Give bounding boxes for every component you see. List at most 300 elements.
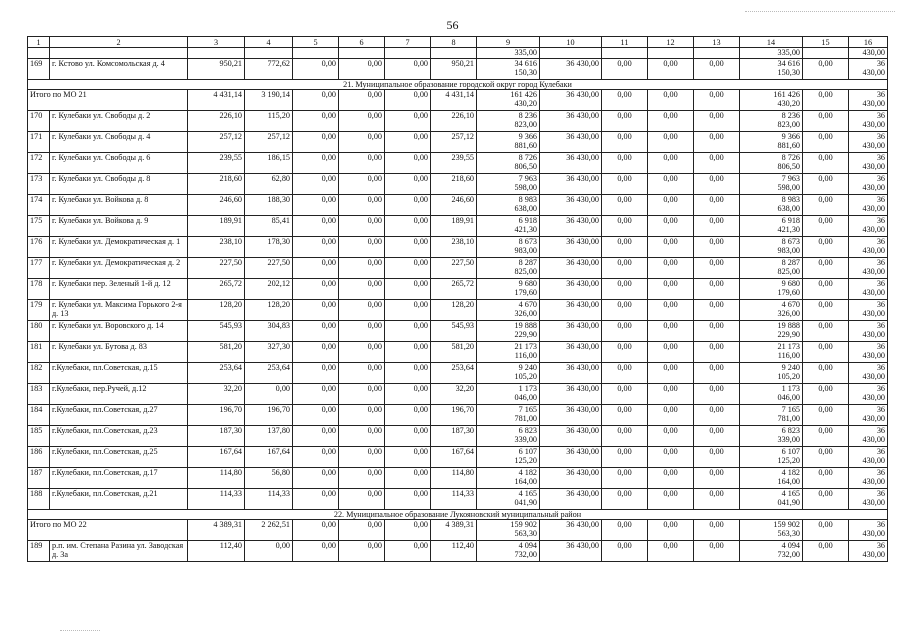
- cell: 0,00: [293, 258, 339, 279]
- cell: 36 430,00: [540, 468, 602, 489]
- cell: 0,00: [694, 321, 740, 342]
- cell: 128,20: [188, 300, 245, 321]
- cell: 0,00: [803, 541, 849, 562]
- cell: 0,00: [648, 520, 694, 541]
- cell: 36 430,00: [540, 489, 602, 510]
- cell: 179: [28, 300, 50, 321]
- cell: 167,64: [245, 447, 293, 468]
- cell: 189,91: [431, 216, 477, 237]
- header-cell: 4: [245, 37, 293, 48]
- cell: 4 389,31: [188, 520, 245, 541]
- cell: 4 670 326,00: [477, 300, 540, 321]
- address-cell: г. Кулебаки ул. Бутова д. 83: [50, 342, 188, 363]
- cell: 0,00: [694, 541, 740, 562]
- cell: 950,21: [431, 59, 477, 80]
- address-cell: г. Кулебаки ул. Свободы д. 2: [50, 111, 188, 132]
- cell: 327,30: [245, 342, 293, 363]
- cell: 0,00: [602, 520, 648, 541]
- cell: 0,00: [694, 405, 740, 426]
- cell: 32,20: [188, 384, 245, 405]
- cell: 8 236 823,00: [740, 111, 803, 132]
- cell: 0,00: [602, 237, 648, 258]
- address-cell: г. Кулебаки ул. Демократическая д. 1: [50, 237, 188, 258]
- cell: 161 426 430,20: [740, 90, 803, 111]
- cell: 178: [28, 279, 50, 300]
- cell: 0,00: [293, 384, 339, 405]
- cell: 0,00: [694, 520, 740, 541]
- cell: 0,00: [803, 300, 849, 321]
- address-cell: г. Кулебаки пер. Зеленый 1-й д. 12: [50, 279, 188, 300]
- cell: 171: [28, 132, 50, 153]
- cell: 0,00: [694, 174, 740, 195]
- cell: 0,00: [293, 300, 339, 321]
- cell: 0,00: [293, 174, 339, 195]
- table-row: [28, 153, 888, 174]
- table-row: [28, 195, 888, 216]
- header-cell: 6: [339, 37, 385, 48]
- cell: 0,00: [339, 321, 385, 342]
- cell: 137,80: [245, 426, 293, 447]
- cell: 9 366 881,60: [477, 132, 540, 153]
- cell: 7 963 598,00: [740, 174, 803, 195]
- cell: 0,00: [339, 541, 385, 562]
- cell: 36 430,00: [540, 426, 602, 447]
- continuation-row: [28, 48, 888, 59]
- cell: 0,00: [339, 468, 385, 489]
- cell: 0,00: [245, 384, 293, 405]
- cell: 36 430,00: [849, 59, 888, 80]
- cell: 0,00: [648, 489, 694, 510]
- cell: 36 430,00: [849, 321, 888, 342]
- cell: 0,00: [803, 174, 849, 195]
- cell: 0,00: [385, 59, 431, 80]
- cell: 0,00: [293, 520, 339, 541]
- cell: 0,00: [694, 342, 740, 363]
- cell: 36 430,00: [849, 237, 888, 258]
- cell: 0,00: [803, 216, 849, 237]
- cell: 0,00: [385, 363, 431, 384]
- cell: 265,72: [431, 279, 477, 300]
- cell: 0,00: [602, 363, 648, 384]
- cell: 114,80: [188, 468, 245, 489]
- cell: 36 430,00: [849, 447, 888, 468]
- cell: 19 888 229,90: [477, 321, 540, 342]
- cell: 36 430,00: [540, 405, 602, 426]
- cell: 0,00: [648, 426, 694, 447]
- cell: 1 173 046,00: [740, 384, 803, 405]
- cell: 239,55: [431, 153, 477, 174]
- cell: 36 430,00: [540, 216, 602, 237]
- cell: 335,00: [477, 48, 540, 59]
- header-cell: 3: [188, 37, 245, 48]
- cell: 0,00: [385, 489, 431, 510]
- header-cell: 14: [740, 37, 803, 48]
- cell: 174: [28, 195, 50, 216]
- table-row: [28, 489, 888, 510]
- cell: 0,00: [602, 447, 648, 468]
- header-cell: 16: [849, 37, 888, 48]
- table-row: [28, 90, 888, 111]
- cell: 0,00: [385, 90, 431, 111]
- header-cell: 10: [540, 37, 602, 48]
- cell: 0,00: [385, 384, 431, 405]
- table-row: [28, 405, 888, 426]
- cell: 0,00: [339, 384, 385, 405]
- cell: 0,00: [648, 153, 694, 174]
- cell: 0,00: [293, 216, 339, 237]
- section-heading: 21. Муниципальное образование городской округ город Кулебаки: [28, 80, 888, 90]
- cell: 185: [28, 426, 50, 447]
- cell: 0,00: [385, 111, 431, 132]
- cell: 0,00: [293, 111, 339, 132]
- header-cell: 13: [694, 37, 740, 48]
- cell: 8 726 806,50: [477, 153, 540, 174]
- cell: 36 430,00: [540, 447, 602, 468]
- cell: 0,00: [602, 216, 648, 237]
- cell: 0,00: [648, 111, 694, 132]
- address-cell: р.п. им. Степана Разина ул. Заводская д. 3а: [50, 541, 188, 562]
- cell: 0,00: [602, 195, 648, 216]
- cell: 0,00: [385, 447, 431, 468]
- cell: 0,00: [339, 258, 385, 279]
- cell: 4 165 041,90: [477, 489, 540, 510]
- cell: 36 430,00: [849, 111, 888, 132]
- cell: 0,00: [648, 321, 694, 342]
- cell: 6 823 339,00: [477, 426, 540, 447]
- cell: 4 182 164,00: [477, 468, 540, 489]
- header-cell: 15: [803, 37, 849, 48]
- cell: 8 983 638,00: [477, 195, 540, 216]
- address-cell: г. Кулебаки ул. Воровского д. 14: [50, 321, 188, 342]
- cell: 36 430,00: [540, 132, 602, 153]
- cell: 8 287 825,00: [740, 258, 803, 279]
- cell: 0,00: [385, 468, 431, 489]
- cell: 188,30: [245, 195, 293, 216]
- cell: 0,00: [293, 321, 339, 342]
- cell: 0,00: [803, 426, 849, 447]
- cell: 36 430,00: [849, 426, 888, 447]
- cell: 0,00: [339, 300, 385, 321]
- cell: 0,00: [602, 300, 648, 321]
- cell: 0,00: [694, 300, 740, 321]
- table-row: [28, 342, 888, 363]
- cell: 0,00: [694, 468, 740, 489]
- cell: 202,12: [245, 279, 293, 300]
- cell: 0,00: [602, 468, 648, 489]
- cell: 0,00: [339, 447, 385, 468]
- address-cell: г.Кулебаки, пл.Советская, д.17: [50, 468, 188, 489]
- cell: 0,00: [339, 237, 385, 258]
- cell: 3 190,14: [245, 90, 293, 111]
- cell: 184: [28, 405, 50, 426]
- cell: 187,30: [188, 426, 245, 447]
- cell: 4 165 041,90: [740, 489, 803, 510]
- cell: 0,00: [385, 300, 431, 321]
- cell: 0,00: [694, 363, 740, 384]
- cell: 0,00: [339, 59, 385, 80]
- cell: 21 173 116,00: [477, 342, 540, 363]
- cell: 0,00: [293, 153, 339, 174]
- cell: 175: [28, 216, 50, 237]
- cell: 36 430,00: [849, 342, 888, 363]
- cell: 4 094 732,00: [477, 541, 540, 562]
- address-cell: г.Кулебаки, пл.Советская, д.15: [50, 363, 188, 384]
- scan-artifact-line: [60, 630, 100, 631]
- cell: 545,93: [188, 321, 245, 342]
- cell: 8 726 806,50: [740, 153, 803, 174]
- cell: 0,00: [339, 342, 385, 363]
- cell: 62,80: [245, 174, 293, 195]
- cell: 178,30: [245, 237, 293, 258]
- cell: 8 673 983,00: [477, 237, 540, 258]
- cell: 238,10: [188, 237, 245, 258]
- cell: 8 983 638,00: [740, 195, 803, 216]
- cell: 183: [28, 384, 50, 405]
- cell: 0,00: [803, 258, 849, 279]
- cell: 85,41: [245, 216, 293, 237]
- cell: 0,00: [339, 174, 385, 195]
- cell: 177: [28, 258, 50, 279]
- cell: 1 173 046,00: [477, 384, 540, 405]
- table-row: [28, 111, 888, 132]
- cell: 0,00: [339, 90, 385, 111]
- scan-artifact-line: [745, 11, 895, 12]
- cell: 226,10: [431, 111, 477, 132]
- cell: 187,30: [431, 426, 477, 447]
- cell: 0,00: [602, 59, 648, 80]
- table-row: [28, 300, 888, 321]
- cell: 0,00: [385, 153, 431, 174]
- cell: 253,64: [188, 363, 245, 384]
- cell: 0,00: [694, 216, 740, 237]
- cell: 9 366 881,60: [740, 132, 803, 153]
- cell: 0,00: [339, 153, 385, 174]
- address-cell: г.Кулебаки, пл.Советская, д.23: [50, 426, 188, 447]
- cell: 239,55: [188, 153, 245, 174]
- table-row: [28, 279, 888, 300]
- cell: 0,00: [293, 195, 339, 216]
- cell: 0,00: [694, 90, 740, 111]
- cell: 36 430,00: [540, 237, 602, 258]
- cell: 0,00: [385, 541, 431, 562]
- table-row: [28, 216, 888, 237]
- cell: 257,12: [431, 132, 477, 153]
- cell: 0,00: [694, 447, 740, 468]
- address-cell: г. Кулебаки ул. Свободы д. 6: [50, 153, 188, 174]
- cell: 246,60: [188, 195, 245, 216]
- cell: 36 430,00: [849, 300, 888, 321]
- cell: 0,00: [694, 279, 740, 300]
- cell: 0,00: [803, 520, 849, 541]
- cell: 0,00: [648, 258, 694, 279]
- cell: 173: [28, 174, 50, 195]
- cell: 0,00: [602, 405, 648, 426]
- cell: 0,00: [648, 541, 694, 562]
- address-cell: г.Кулебаки, пл.Советская, д.21: [50, 489, 188, 510]
- cell: 0,00: [648, 216, 694, 237]
- cell: 36 430,00: [540, 59, 602, 80]
- cell: 36 430,00: [849, 174, 888, 195]
- cell: 0,00: [803, 195, 849, 216]
- cell: 7 165 781,00: [740, 405, 803, 426]
- cell: 4 182 164,00: [740, 468, 803, 489]
- cell: 36 430,00: [540, 258, 602, 279]
- header-cell: 5: [293, 37, 339, 48]
- cell: 0,00: [803, 342, 849, 363]
- cell: 159 902 563,30: [740, 520, 803, 541]
- cell: 0,00: [385, 132, 431, 153]
- cell: 56,80: [245, 468, 293, 489]
- cell: 227,50: [431, 258, 477, 279]
- page-number: 56: [446, 18, 459, 32]
- cell: 430,00: [849, 48, 888, 59]
- section-heading: 22. Муниципальное образование Лукояновский муниципальный район: [28, 510, 888, 520]
- cell: 0,00: [339, 489, 385, 510]
- cell: 227,50: [245, 258, 293, 279]
- cell: 36 430,00: [540, 279, 602, 300]
- table-row: [28, 447, 888, 468]
- cell: 0,00: [385, 237, 431, 258]
- cell: 36 430,00: [540, 384, 602, 405]
- cell: 0,00: [385, 321, 431, 342]
- cell: 34 616 150,30: [740, 59, 803, 80]
- cell: 36 430,00: [540, 111, 602, 132]
- table-row: [28, 321, 888, 342]
- cell: 36 430,00: [540, 363, 602, 384]
- cell: 32,20: [431, 384, 477, 405]
- table-row: [28, 520, 888, 541]
- cell: 0,00: [694, 426, 740, 447]
- cell: 0,00: [293, 468, 339, 489]
- cell: 0,00: [293, 90, 339, 111]
- cell: 253,64: [245, 363, 293, 384]
- header-cell: 11: [602, 37, 648, 48]
- cell: 167,64: [188, 447, 245, 468]
- cell: 170: [28, 111, 50, 132]
- cell: 0,00: [803, 279, 849, 300]
- section-heading-row: [28, 80, 888, 90]
- address-cell: г. Кстово ул. Комсомольская д. 4: [50, 59, 188, 80]
- cell: 0,00: [648, 405, 694, 426]
- cell: 9 240 105,20: [477, 363, 540, 384]
- cell: 36 430,00: [849, 195, 888, 216]
- cell: 0,00: [339, 520, 385, 541]
- table-row: [28, 363, 888, 384]
- cell: 36 430,00: [849, 520, 888, 541]
- cell: 9 680 179,60: [477, 279, 540, 300]
- cell: 4 670 326,00: [740, 300, 803, 321]
- cell: 0,00: [648, 90, 694, 111]
- cell: 0,00: [293, 59, 339, 80]
- cell: 0,00: [648, 237, 694, 258]
- cell: 36 430,00: [849, 258, 888, 279]
- cell: 0,00: [648, 342, 694, 363]
- cell: 0,00: [648, 384, 694, 405]
- cell: 246,60: [431, 195, 477, 216]
- cell: 0,00: [602, 321, 648, 342]
- cell: 0,00: [694, 111, 740, 132]
- cell: 36 430,00: [849, 279, 888, 300]
- cell: 128,20: [245, 300, 293, 321]
- address-cell: г.Кулебаки, пл.Советская, д.25: [50, 447, 188, 468]
- cell: 8 236 823,00: [477, 111, 540, 132]
- cell: 9 680 179,60: [740, 279, 803, 300]
- cell: Итого по МО 22: [28, 520, 188, 541]
- table-row: [28, 59, 888, 80]
- header-cell: 8: [431, 37, 477, 48]
- cell: 581,20: [188, 342, 245, 363]
- cell: 0,00: [648, 363, 694, 384]
- cell: 0,00: [803, 405, 849, 426]
- cell: 0,00: [339, 195, 385, 216]
- cell: 6 107 125,20: [740, 447, 803, 468]
- cell: 161 426 430,20: [477, 90, 540, 111]
- cell: 0,00: [385, 216, 431, 237]
- cell: 6 918 421,30: [740, 216, 803, 237]
- cell: 172: [28, 153, 50, 174]
- cell: 8 287 825,00: [477, 258, 540, 279]
- cell: 182: [28, 363, 50, 384]
- cell: 36 430,00: [849, 90, 888, 111]
- header-row: [28, 37, 888, 48]
- cell: 0,00: [339, 363, 385, 384]
- cell: 0,00: [648, 195, 694, 216]
- cell: 0,00: [385, 405, 431, 426]
- cell: 159 902 563,30: [477, 520, 540, 541]
- cell: 0,00: [385, 520, 431, 541]
- cell: 0,00: [803, 90, 849, 111]
- cell: 36 430,00: [540, 342, 602, 363]
- cell: 257,12: [188, 132, 245, 153]
- cell: 36 430,00: [849, 468, 888, 489]
- cell: 36 430,00: [540, 90, 602, 111]
- cell: 186: [28, 447, 50, 468]
- cell: 0,00: [602, 426, 648, 447]
- cell: 36 430,00: [849, 132, 888, 153]
- cell: 0,00: [293, 541, 339, 562]
- table-row: [28, 132, 888, 153]
- cell: 0,00: [385, 342, 431, 363]
- cell: 0,00: [694, 132, 740, 153]
- address-cell: г. Кулебаки ул. Войкова д. 8: [50, 195, 188, 216]
- cell: 0,00: [339, 405, 385, 426]
- cell: 0,00: [803, 468, 849, 489]
- table-row: [28, 384, 888, 405]
- cell: 238,10: [431, 237, 477, 258]
- cell: 0,00: [339, 279, 385, 300]
- cell: 0,00: [602, 153, 648, 174]
- table-row: [28, 426, 888, 447]
- cell: 0,00: [694, 153, 740, 174]
- cell: 36 430,00: [540, 300, 602, 321]
- cell: 0,00: [293, 132, 339, 153]
- cell: 112,40: [188, 541, 245, 562]
- cell: 0,00: [293, 363, 339, 384]
- cell: 0,00: [803, 321, 849, 342]
- cell: 6 823 339,00: [740, 426, 803, 447]
- cell: 0,00: [385, 279, 431, 300]
- cell: 36 430,00: [540, 153, 602, 174]
- cell: 0,00: [803, 153, 849, 174]
- cell: 0,00: [694, 237, 740, 258]
- cell: 0,00: [694, 195, 740, 216]
- cell: 0,00: [648, 174, 694, 195]
- cell: 0,00: [602, 132, 648, 153]
- address-cell: г.Кулебаки, пер.Ручей, д.12: [50, 384, 188, 405]
- cell: 0,00: [293, 447, 339, 468]
- cell: 226,10: [188, 111, 245, 132]
- cell: 6 918 421,30: [477, 216, 540, 237]
